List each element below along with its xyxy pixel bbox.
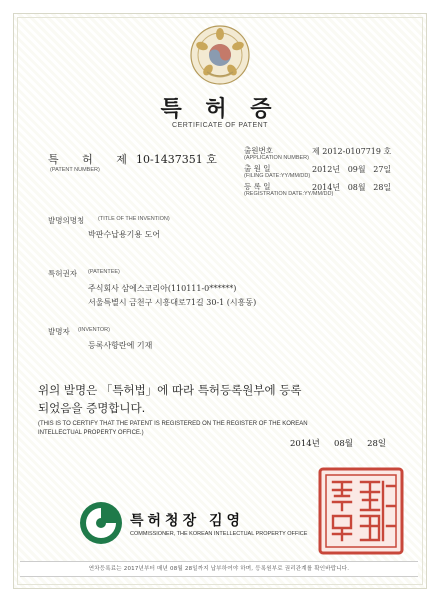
- inventor-value: 등록사항란에 기재: [88, 341, 153, 350]
- registration-date-sub-label: (REGISTRATION DATE:YY/MM/DD): [244, 191, 334, 197]
- invention-title-sub-label: (TITLE OF THE INVENTION): [98, 216, 170, 222]
- footer-notice: 연차등록료는 2017년부터 매년 08월 28일까지 납부하여야 하며, 등록원부로 권리관계를 확인바랍니다.: [20, 561, 418, 577]
- patent-number-label: 특 허 제: [48, 153, 137, 166]
- application-number-value: 제 2012-0107719 호: [312, 147, 392, 156]
- commissioner-name: 특허청장 김영: [130, 513, 245, 529]
- patentee-address: 서울특별시 금천구 시흥대로71길 30-1 (시흥동): [88, 298, 257, 307]
- official-seal-icon: [317, 466, 405, 556]
- statement-english-line-2: INTELLECTUAL PROPERTY OFFICE.): [38, 430, 144, 436]
- inventor-label: 발명자: [48, 327, 70, 336]
- patentee-name: 주식회사 삼에스코리아(110111-0******): [88, 284, 237, 293]
- patent-number-sub-label: (PATENT NUMBER): [50, 167, 100, 173]
- certification-statement: [38, 381, 418, 417]
- invention-title-label: 발명의명칭: [48, 216, 85, 225]
- statement-line-1: 위의 발명은 「특허법」에 따라 특허등록원부에 등록: [38, 383, 302, 397]
- patentee-label: 특허권자: [48, 269, 77, 278]
- application-number-label: 출원번호: [244, 146, 273, 155]
- filing-date-label: 출 원 일: [244, 164, 271, 173]
- commissioner-title-english: COMMISSIONER, THE KOREAN INTELLECTUAL PROPERTY OFFICE: [130, 531, 308, 537]
- inventor-sub-label: (INVENTOR): [78, 327, 110, 333]
- filing-date-value: 2012년 09월 27일: [312, 165, 392, 174]
- patent-number-value: 10-1437351 호: [136, 153, 217, 166]
- national-emblem-icon: [189, 24, 251, 86]
- filing-date-sub-label: (FILING DATE:YY/MM/DD): [244, 173, 311, 179]
- registration-date-value: 2014년 08월 28일: [312, 183, 392, 192]
- page-subtitle: CERTIFICATE OF PATENT: [172, 122, 268, 129]
- registration-date-label: 등 록 일: [244, 182, 271, 191]
- application-number-sub-label: (APPLICATION NUMBER): [244, 155, 309, 161]
- certification-statement-english: [38, 420, 408, 438]
- statement-line-2: 되었음을 증명합니다.: [38, 401, 146, 415]
- patentee-sub-label: (PATENTEE): [88, 269, 120, 275]
- page-title: 특 허 증: [160, 97, 280, 122]
- statement-english-line-1: (THIS IS TO CERTIFY THAT THE PATENT IS REGISTERED ON THE REGISTER OF THE KOREAN: [38, 421, 308, 427]
- invention-title-value: 박판수납용기용 도어: [88, 230, 161, 239]
- issue-date: 2014년 08월 28일: [290, 439, 387, 449]
- kipo-logo-icon: [78, 500, 124, 546]
